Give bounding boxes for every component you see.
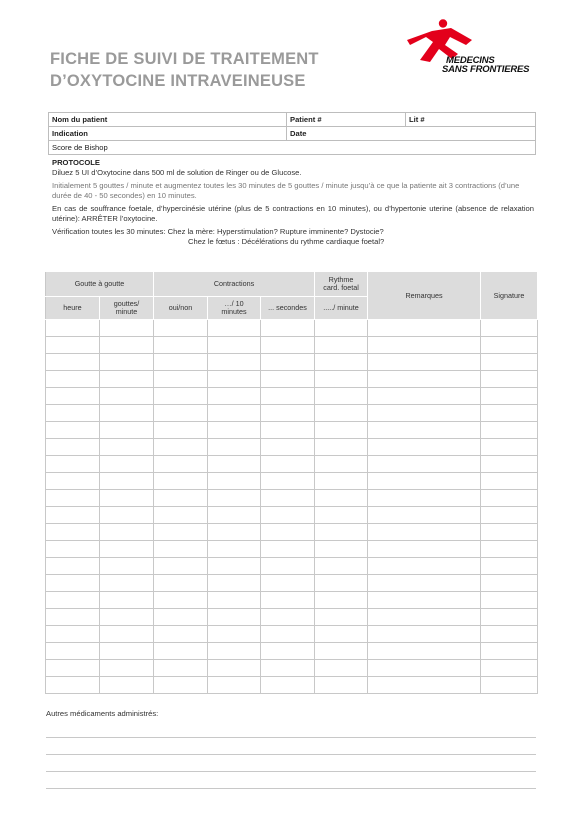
table-cell[interactable] bbox=[46, 371, 100, 388]
table-cell[interactable] bbox=[481, 337, 538, 354]
table-cell[interactable] bbox=[368, 609, 481, 626]
table-cell[interactable] bbox=[315, 456, 368, 473]
table-cell[interactable] bbox=[154, 626, 208, 643]
table-cell[interactable] bbox=[46, 473, 100, 490]
table-cell[interactable] bbox=[154, 473, 208, 490]
table-cell[interactable] bbox=[261, 422, 315, 439]
table-cell[interactable] bbox=[208, 354, 261, 371]
table-cell[interactable] bbox=[261, 524, 315, 541]
table-cell[interactable] bbox=[100, 541, 154, 558]
table-cell[interactable] bbox=[315, 354, 368, 371]
protocol-section bbox=[52, 158, 534, 247]
table-cell[interactable] bbox=[208, 524, 261, 541]
table-row bbox=[46, 388, 538, 405]
table-cell[interactable] bbox=[100, 473, 154, 490]
table-cell[interactable] bbox=[100, 592, 154, 609]
table-cell[interactable] bbox=[100, 371, 154, 388]
table-cell[interactable] bbox=[315, 677, 368, 694]
table-cell[interactable] bbox=[261, 439, 315, 456]
msf-logo-text bbox=[442, 56, 529, 74]
table-cell[interactable] bbox=[154, 558, 208, 575]
table-cell[interactable] bbox=[368, 592, 481, 609]
header-drops-per-minute bbox=[100, 297, 154, 320]
table-cell[interactable] bbox=[208, 643, 261, 660]
table-cell[interactable] bbox=[315, 388, 368, 405]
table-cell[interactable] bbox=[261, 609, 315, 626]
table-cell[interactable] bbox=[261, 371, 315, 388]
indication-field[interactable]: Indication bbox=[49, 127, 287, 141]
table-cell[interactable] bbox=[481, 609, 538, 626]
table-cell[interactable] bbox=[368, 626, 481, 643]
table-cell[interactable] bbox=[46, 456, 100, 473]
table-cell[interactable] bbox=[481, 524, 538, 541]
table-cell[interactable] bbox=[261, 592, 315, 609]
table-cell[interactable] bbox=[100, 524, 154, 541]
table-cell[interactable] bbox=[208, 388, 261, 405]
table-row bbox=[46, 558, 538, 575]
table-cell[interactable] bbox=[46, 388, 100, 405]
table-cell[interactable] bbox=[154, 541, 208, 558]
table-cell[interactable] bbox=[46, 320, 100, 337]
table-cell[interactable] bbox=[154, 422, 208, 439]
header-fhr-line-2: card. foetal bbox=[323, 283, 359, 292]
table-row bbox=[46, 337, 538, 354]
protocol-check-fetus: Chez le fœtus : Décélérations du rythme cardiaque foetal? bbox=[188, 237, 385, 246]
table-cell[interactable] bbox=[100, 405, 154, 422]
table-row bbox=[46, 524, 538, 541]
table-cell[interactable] bbox=[261, 677, 315, 694]
table-cell[interactable] bbox=[208, 320, 261, 337]
table-cell[interactable] bbox=[315, 320, 368, 337]
table-cell[interactable] bbox=[261, 388, 315, 405]
table-row bbox=[46, 456, 538, 473]
table-cell[interactable] bbox=[100, 558, 154, 575]
table-cell[interactable] bbox=[46, 354, 100, 371]
other-medications-line[interactable] bbox=[46, 754, 536, 755]
table-cell[interactable] bbox=[46, 660, 100, 677]
table-cell[interactable] bbox=[100, 643, 154, 660]
table-cell[interactable] bbox=[208, 558, 261, 575]
table-cell[interactable] bbox=[481, 456, 538, 473]
table-cell[interactable] bbox=[100, 626, 154, 643]
table-cell[interactable] bbox=[100, 422, 154, 439]
table-cell[interactable] bbox=[154, 524, 208, 541]
table-cell[interactable] bbox=[154, 354, 208, 371]
patient-name-field[interactable]: Nom du patient bbox=[49, 113, 287, 127]
table-cell[interactable] bbox=[154, 456, 208, 473]
protocol-heading: PROTOCOLE bbox=[52, 158, 100, 167]
protocol-dilution: Diluez 5 UI d’Oxytocine dans 500 ml de solution de Ringer ou de Glucose. bbox=[52, 168, 302, 177]
table-cell[interactable] bbox=[261, 660, 315, 677]
table-cell[interactable] bbox=[100, 337, 154, 354]
table-cell[interactable] bbox=[315, 626, 368, 643]
table-cell[interactable] bbox=[208, 422, 261, 439]
table-cell[interactable] bbox=[481, 422, 538, 439]
table-cell[interactable] bbox=[46, 626, 100, 643]
header-per-minute: ...../ minute bbox=[315, 297, 368, 320]
table-cell[interactable] bbox=[154, 405, 208, 422]
table-cell[interactable] bbox=[261, 575, 315, 592]
table-cell[interactable] bbox=[261, 473, 315, 490]
table-cell[interactable] bbox=[368, 473, 481, 490]
table-cell[interactable] bbox=[315, 660, 368, 677]
table-cell[interactable] bbox=[154, 660, 208, 677]
page-title bbox=[50, 48, 319, 92]
table-cell[interactable] bbox=[368, 388, 481, 405]
table-cell[interactable] bbox=[315, 575, 368, 592]
bishop-score-field[interactable]: Score de Bishop bbox=[49, 141, 536, 155]
table-row bbox=[46, 507, 538, 524]
table-cell[interactable] bbox=[368, 677, 481, 694]
table-cell[interactable] bbox=[154, 388, 208, 405]
table-cell[interactable] bbox=[261, 541, 315, 558]
table-cell[interactable] bbox=[261, 643, 315, 660]
header-drops-line-1: gouttes/ bbox=[113, 299, 140, 308]
table-cell[interactable] bbox=[100, 575, 154, 592]
table-row bbox=[46, 677, 538, 694]
header-drip-group: Goutte à goutte bbox=[46, 272, 154, 297]
other-medications-line[interactable] bbox=[46, 771, 536, 772]
table-cell[interactable] bbox=[154, 643, 208, 660]
table-cell[interactable] bbox=[100, 456, 154, 473]
table-cell[interactable] bbox=[100, 609, 154, 626]
table-cell[interactable] bbox=[481, 354, 538, 371]
patient-info-table bbox=[48, 112, 536, 155]
bed-number-field[interactable]: Lit # bbox=[406, 113, 536, 127]
table-cell[interactable] bbox=[46, 337, 100, 354]
table-cell[interactable] bbox=[368, 660, 481, 677]
table-row bbox=[46, 371, 538, 388]
table-cell[interactable] bbox=[315, 609, 368, 626]
table-cell[interactable] bbox=[481, 541, 538, 558]
table-row bbox=[46, 643, 538, 660]
table-cell[interactable] bbox=[208, 660, 261, 677]
table-cell[interactable] bbox=[154, 575, 208, 592]
table-cell[interactable] bbox=[481, 592, 538, 609]
table-cell[interactable] bbox=[208, 371, 261, 388]
table-cell[interactable] bbox=[481, 558, 538, 575]
table-row bbox=[46, 592, 538, 609]
table-cell[interactable] bbox=[46, 507, 100, 524]
table-cell[interactable] bbox=[315, 405, 368, 422]
table-cell[interactable] bbox=[261, 405, 315, 422]
table-cell[interactable] bbox=[154, 439, 208, 456]
table-cell[interactable] bbox=[261, 354, 315, 371]
protocol-stop-conditions: En cas de souffrance foetale, d’hypercinésie utérine (plus de 5 contractions en 10 minutes), ou d’hypertonie uterine (absence de relaxation utérine): ARRÊTER l’oxytocine. bbox=[52, 204, 534, 223]
table-cell[interactable] bbox=[481, 507, 538, 524]
table-cell[interactable] bbox=[154, 490, 208, 507]
table-cell[interactable] bbox=[208, 473, 261, 490]
table-row bbox=[46, 354, 538, 371]
table-cell[interactable] bbox=[46, 575, 100, 592]
table-cell[interactable] bbox=[100, 677, 154, 694]
table-cell[interactable] bbox=[368, 371, 481, 388]
table-cell[interactable] bbox=[315, 337, 368, 354]
table-cell[interactable] bbox=[46, 643, 100, 660]
table-cell[interactable] bbox=[315, 643, 368, 660]
table-cell[interactable] bbox=[261, 320, 315, 337]
msf-logo bbox=[406, 18, 536, 76]
table-cell[interactable] bbox=[368, 524, 481, 541]
table-row bbox=[46, 422, 538, 439]
table-cell[interactable] bbox=[368, 541, 481, 558]
msf-logo-line-2: SANS FRONTIERES bbox=[442, 64, 530, 75]
table-cell[interactable] bbox=[315, 507, 368, 524]
table-cell[interactable] bbox=[368, 490, 481, 507]
table-cell[interactable] bbox=[100, 507, 154, 524]
header-hour: heure bbox=[46, 297, 100, 320]
table-row bbox=[46, 626, 538, 643]
table-cell[interactable] bbox=[368, 456, 481, 473]
table-cell[interactable] bbox=[46, 592, 100, 609]
other-medications-line[interactable] bbox=[46, 788, 536, 789]
table-cell[interactable] bbox=[368, 558, 481, 575]
table-cell[interactable] bbox=[46, 558, 100, 575]
table-cell[interactable] bbox=[208, 405, 261, 422]
table-cell[interactable] bbox=[100, 388, 154, 405]
table-row bbox=[46, 473, 538, 490]
monitoring-table-body bbox=[46, 320, 538, 694]
table-row bbox=[46, 541, 538, 558]
table-cell[interactable] bbox=[481, 643, 538, 660]
table-cell[interactable] bbox=[315, 422, 368, 439]
page-title-line-1: FICHE DE SUIVI DE TRAITEMENT bbox=[50, 50, 319, 68]
table-row bbox=[46, 609, 538, 626]
table-cell[interactable] bbox=[100, 490, 154, 507]
header-fetal-heart-rate-group bbox=[315, 272, 368, 297]
table-cell[interactable] bbox=[315, 524, 368, 541]
table-cell[interactable] bbox=[208, 507, 261, 524]
table-row bbox=[46, 575, 538, 592]
table-cell[interactable] bbox=[481, 677, 538, 694]
table-cell[interactable] bbox=[100, 439, 154, 456]
table-cell[interactable] bbox=[208, 609, 261, 626]
table-cell[interactable] bbox=[261, 507, 315, 524]
table-cell[interactable] bbox=[208, 541, 261, 558]
table-cell[interactable] bbox=[481, 660, 538, 677]
table-cell[interactable] bbox=[315, 473, 368, 490]
header-drops-line-2: minute bbox=[115, 307, 138, 316]
table-cell[interactable] bbox=[46, 524, 100, 541]
table-cell[interactable] bbox=[315, 558, 368, 575]
table-cell[interactable] bbox=[261, 456, 315, 473]
table-cell[interactable] bbox=[315, 490, 368, 507]
table-cell[interactable] bbox=[261, 490, 315, 507]
table-cell[interactable] bbox=[481, 626, 538, 643]
table-cell[interactable] bbox=[100, 660, 154, 677]
table-cell[interactable] bbox=[368, 439, 481, 456]
table-cell[interactable] bbox=[46, 405, 100, 422]
page-title-line-2: D’OXYTOCINE INTRAVEINEUSE bbox=[50, 72, 306, 90]
table-cell[interactable] bbox=[368, 320, 481, 337]
table-cell[interactable] bbox=[154, 371, 208, 388]
table-cell[interactable] bbox=[208, 456, 261, 473]
table-cell[interactable] bbox=[208, 626, 261, 643]
table-cell[interactable] bbox=[481, 388, 538, 405]
table-cell[interactable] bbox=[100, 354, 154, 371]
table-cell[interactable] bbox=[368, 575, 481, 592]
table-cell[interactable] bbox=[46, 609, 100, 626]
table-cell[interactable] bbox=[368, 422, 481, 439]
table-cell[interactable] bbox=[154, 507, 208, 524]
table-row bbox=[46, 660, 538, 677]
header-seconds: ... secondes bbox=[261, 297, 315, 320]
other-medications-line[interactable] bbox=[46, 737, 536, 738]
other-medications-label: Autres médicaments administrés: bbox=[46, 709, 159, 718]
table-cell[interactable] bbox=[481, 439, 538, 456]
table-cell[interactable] bbox=[261, 626, 315, 643]
table-cell[interactable] bbox=[315, 592, 368, 609]
table-cell[interactable] bbox=[154, 677, 208, 694]
table-cell[interactable] bbox=[315, 371, 368, 388]
table-cell[interactable] bbox=[208, 677, 261, 694]
header-yes-no: oui/non bbox=[154, 297, 208, 320]
table-cell[interactable] bbox=[46, 422, 100, 439]
table-cell[interactable] bbox=[46, 677, 100, 694]
monitoring-table bbox=[45, 271, 538, 694]
table-cell[interactable] bbox=[481, 490, 538, 507]
header-per10-line-2: minutes bbox=[221, 307, 247, 316]
header-fhr-line-1: Rythme bbox=[328, 275, 354, 284]
table-row bbox=[46, 405, 538, 422]
header-signature: Signature bbox=[481, 272, 538, 320]
table-cell[interactable] bbox=[315, 541, 368, 558]
header-remarks: Remarques bbox=[368, 272, 481, 320]
table-row bbox=[46, 490, 538, 507]
table-cell[interactable] bbox=[46, 490, 100, 507]
table-cell[interactable] bbox=[154, 337, 208, 354]
table-cell[interactable] bbox=[481, 575, 538, 592]
table-cell[interactable] bbox=[261, 337, 315, 354]
table-cell[interactable] bbox=[368, 405, 481, 422]
table-cell[interactable] bbox=[154, 609, 208, 626]
table-cell[interactable] bbox=[46, 541, 100, 558]
table-cell[interactable] bbox=[208, 490, 261, 507]
table-cell[interactable] bbox=[208, 439, 261, 456]
table-cell[interactable] bbox=[481, 371, 538, 388]
table-cell[interactable] bbox=[154, 592, 208, 609]
table-cell[interactable] bbox=[368, 507, 481, 524]
header-per-10-minutes bbox=[208, 297, 261, 320]
msf-logo-line-1: MEDECINS bbox=[446, 55, 495, 66]
table-row bbox=[46, 320, 538, 337]
protocol-check-mother: Vérification toutes les 30 minutes: Chez la mère: Hyperstimulation? Rupture imminente? Dystocie? bbox=[52, 227, 384, 236]
table-cell[interactable] bbox=[208, 592, 261, 609]
table-cell[interactable] bbox=[46, 439, 100, 456]
header-contractions-group: Contractions bbox=[154, 272, 315, 297]
table-cell[interactable] bbox=[368, 337, 481, 354]
table-cell[interactable] bbox=[315, 439, 368, 456]
table-cell[interactable] bbox=[368, 643, 481, 660]
table-cell[interactable] bbox=[154, 320, 208, 337]
table-cell[interactable] bbox=[208, 575, 261, 592]
table-row bbox=[46, 439, 538, 456]
date-field[interactable]: Date bbox=[287, 127, 536, 141]
table-cell[interactable] bbox=[261, 558, 315, 575]
header-per10-line-1: …/ 10 bbox=[224, 299, 244, 308]
table-cell[interactable] bbox=[481, 473, 538, 490]
protocol-dosage: Initialement 5 gouttes / minute et augmentez toutes les 30 minutes de 5 gouttes / minute jusqu’à ce que la patiente ait 3 contractions (d’une durée de 40 - 50 secondes) en 10 minutes. bbox=[52, 181, 520, 200]
table-cell[interactable] bbox=[481, 320, 538, 337]
table-cell[interactable] bbox=[368, 354, 481, 371]
table-cell[interactable] bbox=[208, 337, 261, 354]
table-cell[interactable] bbox=[481, 405, 538, 422]
table-cell[interactable] bbox=[100, 320, 154, 337]
patient-number-field[interactable]: Patient # bbox=[287, 113, 406, 127]
